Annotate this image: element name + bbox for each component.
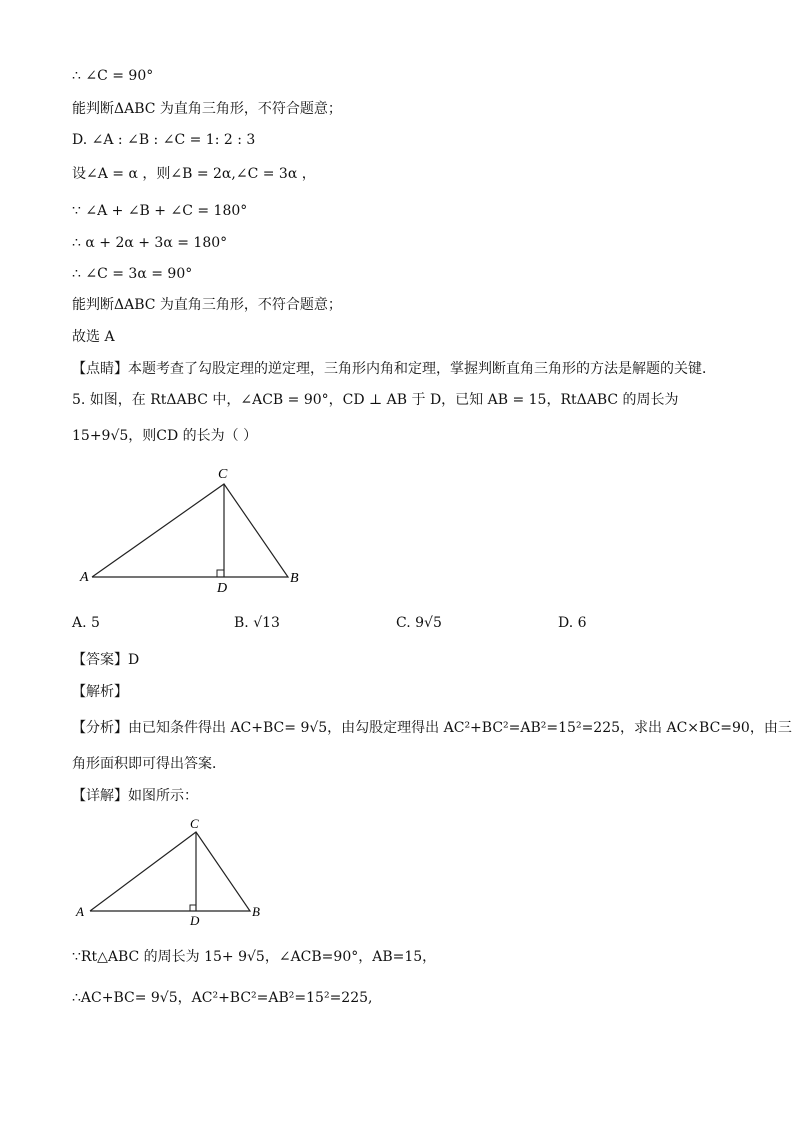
analysis-header: 【解析】 [72,684,128,700]
detail-line-1: ∵Rt△ABC 的周长为 15+ 9√5，∠ACB=90°，AB=15， [72,949,437,965]
triangle-figure-1 [70,460,310,600]
triangle-abc-outline-2 [90,832,250,911]
text-line-9: 故选 A [72,329,115,345]
text-line-2: 能判断ΔABC 为直角三角形，不符合题意； [72,101,342,117]
text-line-8: 能判断ΔABC 为直角三角形，不符合题意； [72,297,342,313]
question-5-line-2: 15+9√5，则CD 的长为（ ） [72,428,258,444]
vertex-label-d-2: D [190,913,200,928]
vertex-label-d-1: D [217,581,228,596]
analysis-line-2: 角形面积即可得出答案． [72,756,226,772]
vertex-label-b-1: B [290,571,299,586]
option-b: B. √13 [234,615,280,631]
detail-line-2: ∴AC+BC= 9√5，AC²+BC²=AB²=15²=225, [72,990,373,1006]
text-line-5: ∵ ∠A + ∠B + ∠C = 180° [72,203,248,219]
detail-header: 【详解】如图所示： [72,788,198,804]
vertex-label-a-1: A [80,570,89,585]
option-a: A. 5 [72,615,100,631]
text-line-4: 设∠A = α ，则∠B = 2α,∠C = 3α ， [72,166,316,182]
remark-line: 【点睛】本题考查了勾股定理的逆定理，三角形内角和定理，掌握判断直角三角形的方法是解题的关键． [72,361,716,377]
text-line-7: ∴ ∠C = 3α = 90° [72,266,193,282]
answer-line: 【答案】D [72,652,140,668]
text-line-6: ∴ α + 2α + 3α = 180° [72,235,228,251]
analysis-line-1: 【分析】由已知条件得出 AC+BC= 9√5，由勾股定理得出 AC²+BC²=AB²=15²=225，求出 AC×BC=90，由三 [72,720,792,736]
vertex-label-c-2: C [190,816,199,831]
text-line-1: ∴ ∠C = 90° [72,68,154,84]
question-5-line: 5. 如图，在 RtΔABC 中，∠ACB = 90°，CD ⊥ AB 于 D，已知 AB = 15，RtΔABC 的周长为 [72,392,679,408]
option-c: C. 9√5 [396,615,442,631]
vertex-label-b-2: B [252,904,260,919]
option-d: D. 6 [558,615,587,631]
right-angle-mark-2 [190,905,196,911]
text-line-3: D. ∠A : ∠B : ∠C = 1: 2 : 3 [72,132,256,148]
vertex-label-a-2: A [76,904,84,919]
triangle-figure-2 [70,810,270,930]
right-angle-mark-1 [217,570,224,577]
vertex-label-c-1: C [218,467,228,482]
triangle-abc-outline-1 [92,484,288,577]
